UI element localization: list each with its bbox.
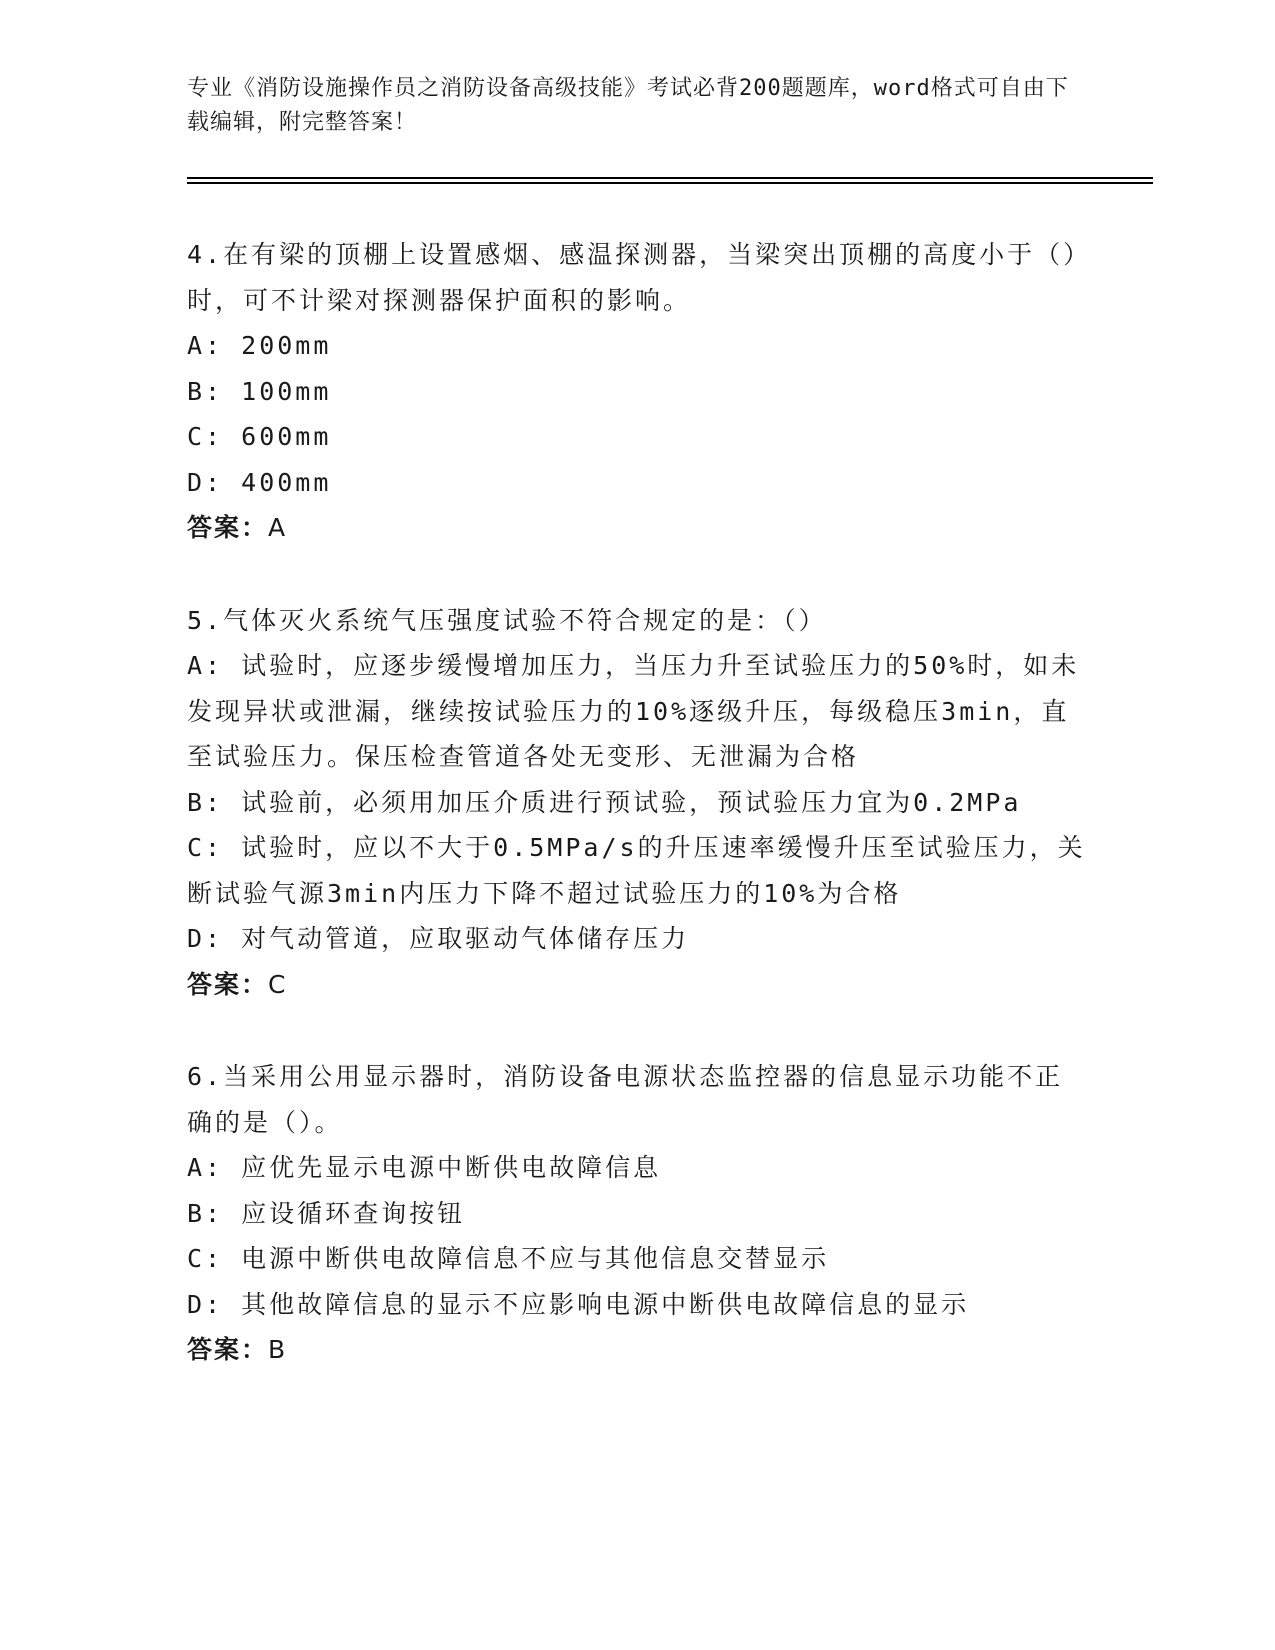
- document-header: 专业《消防设施操作员之消防设备高级技能》考试必背200题题库，word格式可自由下载编辑，附完整答案！: [187, 76, 1069, 135]
- question-4: [187, 232, 1087, 551]
- option-d: D: 其他故障信息的显示不应影响电源中断供电故障信息的显示: [187, 1289, 970, 1319]
- question-5: [187, 598, 1087, 1008]
- answer-value: B: [268, 1335, 287, 1364]
- answer-line: [187, 1327, 1087, 1373]
- answer-line: [187, 962, 1087, 1008]
- answer-value: C: [268, 969, 287, 999]
- answer-label: 答案：: [187, 1335, 269, 1364]
- question-stem: 4.在有梁的顶棚上设置感烟、感温探测器，当梁突出顶棚的高度小于（）时，可不计梁对探测器保护面积的影响。: [187, 240, 1079, 315]
- option-a: A: 试验时，应逐步缓慢增加压力，当压力升至试验压力的50%时，如未发现异状或泄漏，继续按试验压力的10%逐级升压，每级稳压3min，直至试验压力。保压检查管道各处无变形、无泄漏为合格: [187, 651, 1080, 771]
- question-6: [187, 1054, 1087, 1373]
- header-divider-top: [187, 177, 1153, 179]
- option-d: D: 400mm: [187, 467, 332, 497]
- header-divider-bottom: [187, 182, 1153, 184]
- option-c: C: 电源中断供电故障信息不应与其他信息交替显示: [187, 1244, 830, 1273]
- option-d: D: 对气动管道，应取驱动气体储存压力: [187, 924, 690, 953]
- question-stem: 6.当采用公用显示器时，消防设备电源状态监控器的信息显示功能不正确的是（）。: [187, 1062, 1064, 1137]
- option-c: C: 600mm: [187, 422, 332, 451]
- option-c: C: 试验时，应以不大于0.5MPa/s的升压速率缓慢升压至试验压力，关断试验气源3min内压力下降不超过试验压力的10%为合格: [187, 833, 1086, 908]
- answer-line: [187, 505, 1087, 551]
- question-stem: 5.气体灭火系统气压强度试验不符合规定的是：（）: [187, 605, 827, 635]
- answer-label: 答案：: [187, 969, 269, 999]
- option-b: B: 100mm: [187, 376, 332, 406]
- option-b: B: 应设循环查询按钮: [187, 1198, 466, 1228]
- option-a: A: 应优先显示电源中断供电故障信息: [187, 1153, 662, 1182]
- answer-value: A: [268, 513, 287, 542]
- option-a: A: 200mm: [187, 331, 332, 360]
- answer-label: 答案：: [187, 513, 269, 542]
- question-list: [187, 232, 1087, 1420]
- option-b: B: 试验前，必须用加压介质进行预试验，预试验压力宜为0.2MPa: [187, 787, 1022, 817]
